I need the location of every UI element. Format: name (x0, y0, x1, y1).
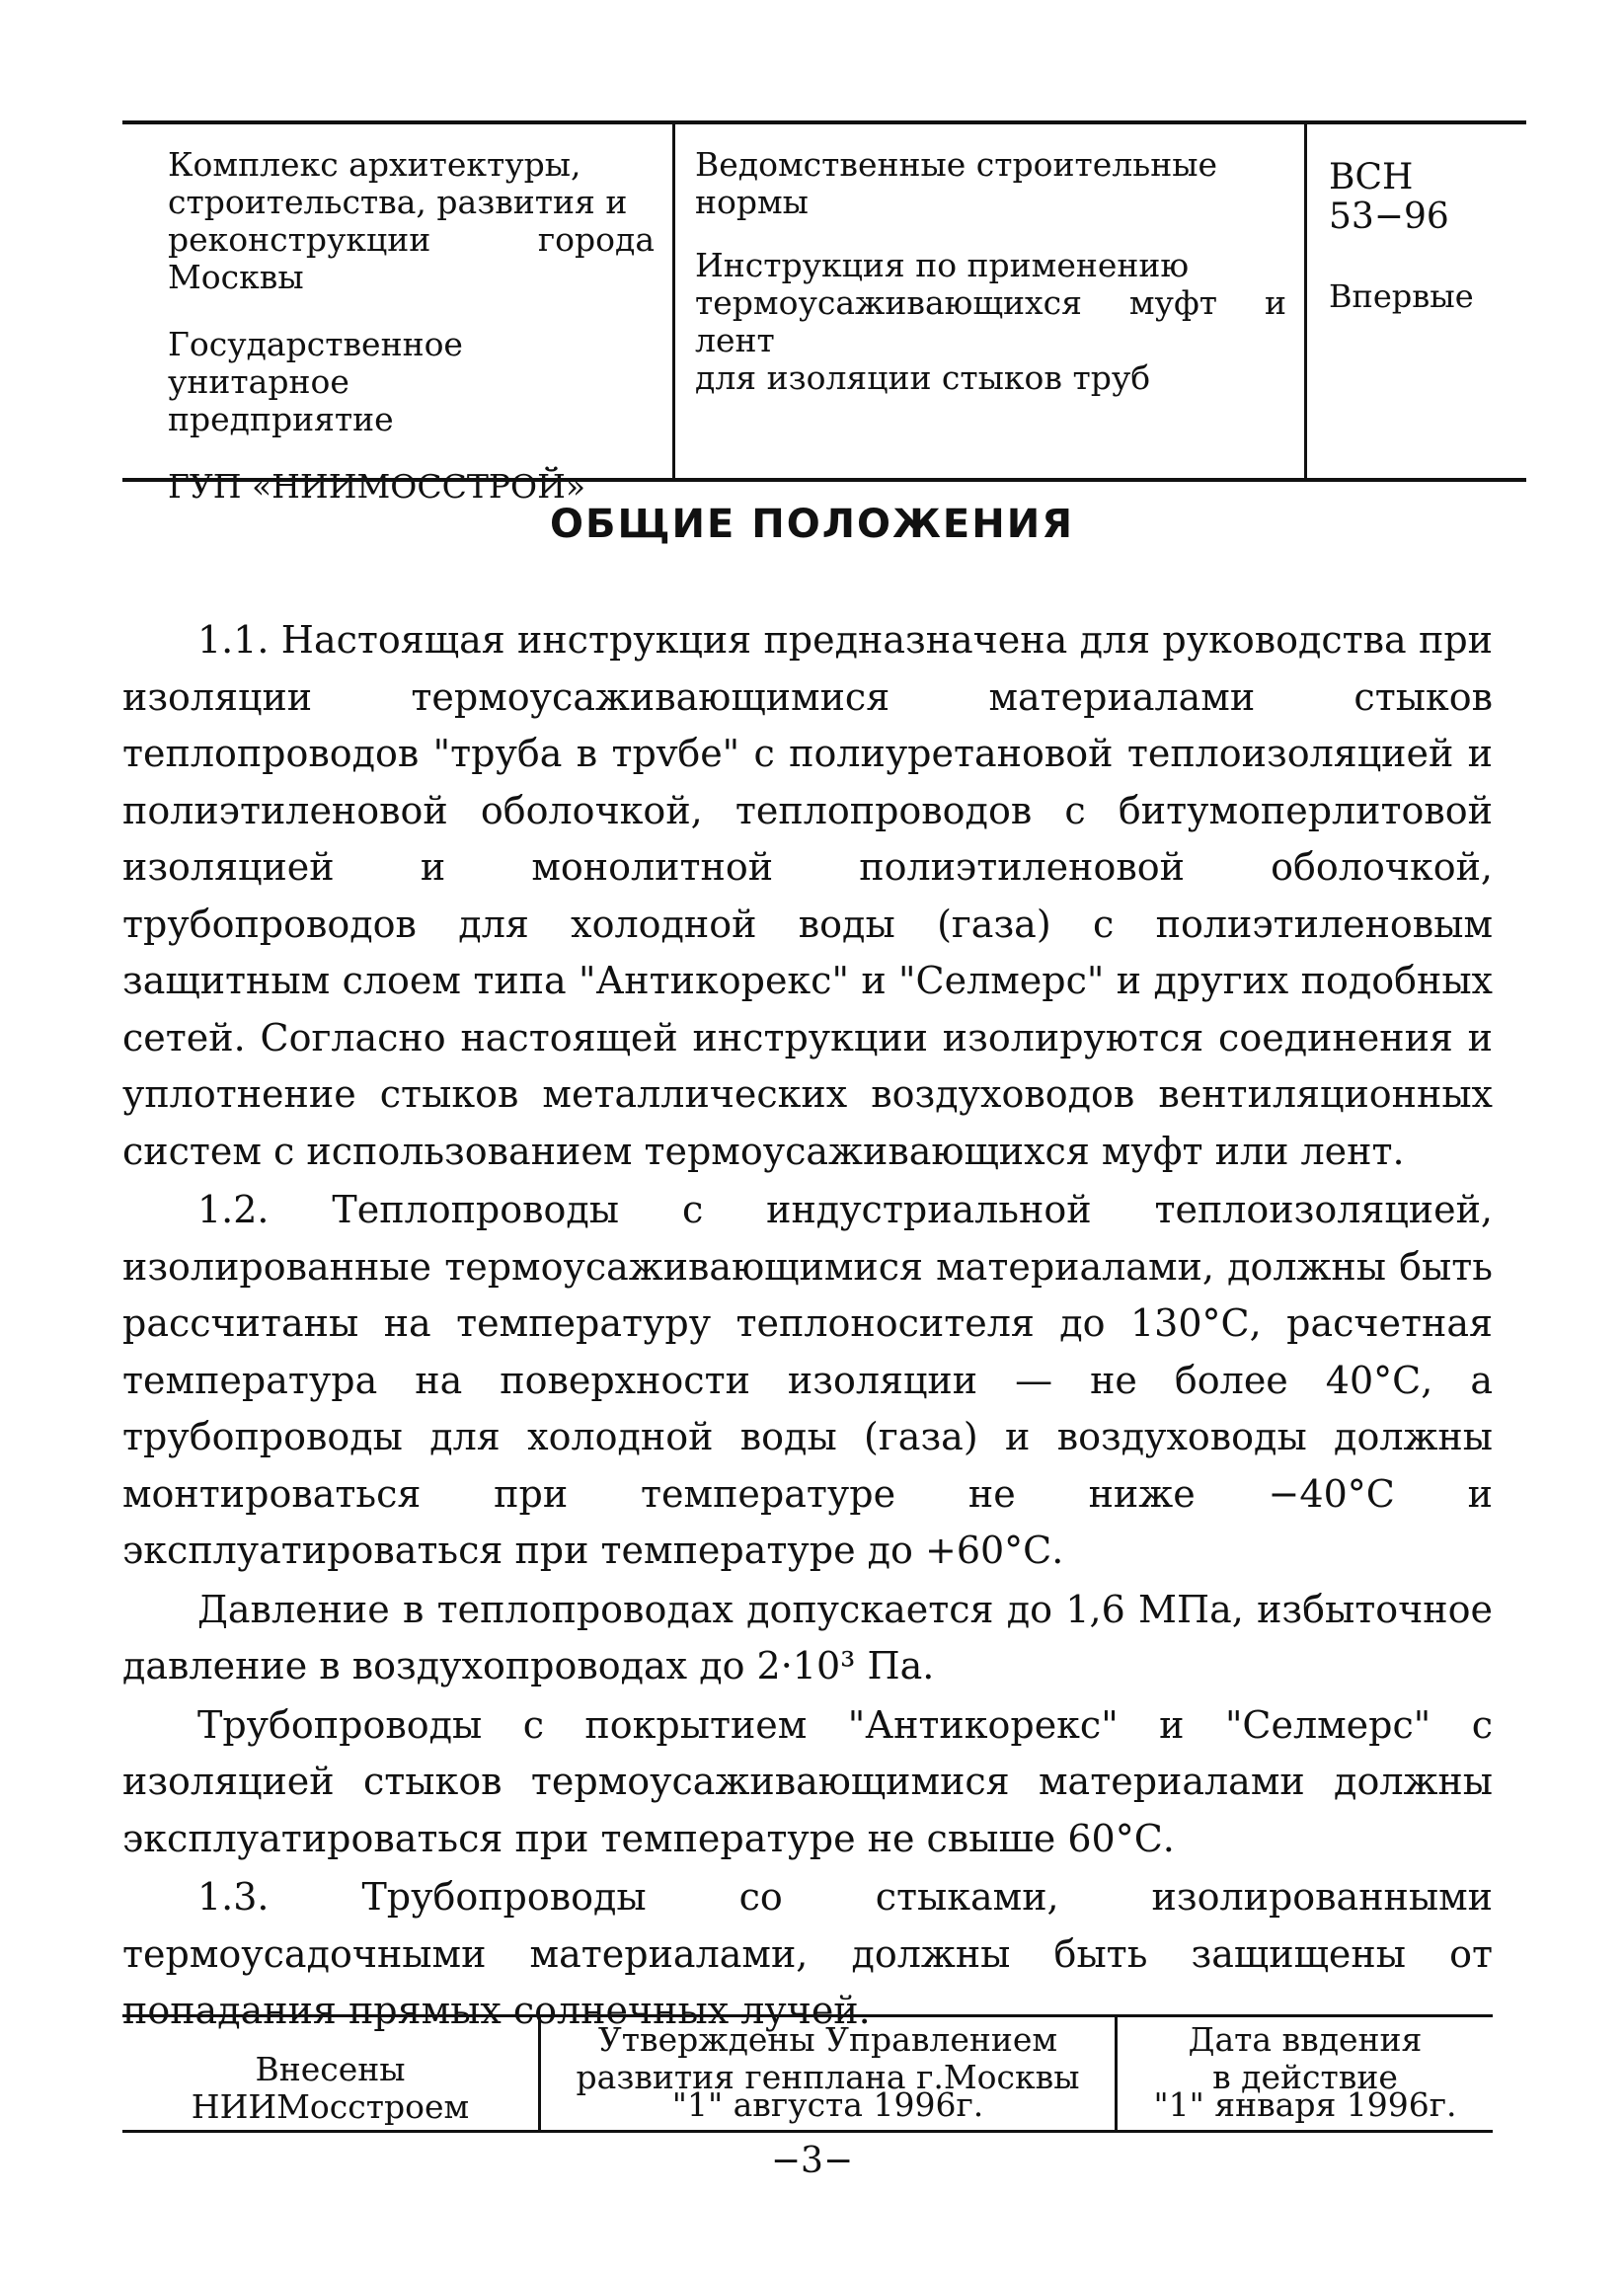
submitted-by: Внесены НИИМосстроем (191, 2050, 470, 2126)
header-table (122, 120, 1526, 506)
norm-type: Ведомственные строительные нормы (695, 145, 1217, 221)
edition-status: Впервые (1329, 277, 1474, 315)
footer-approved-cell (541, 2017, 1118, 2130)
document-code: ВСН 53−96 (1329, 157, 1449, 237)
org-name: Комплекс архитектуры, строительства, развития и реконструкции города Москвы (168, 145, 655, 296)
document-title: Инструкция по применению термоусаживающихся муфт и лент для изоляции стыков труб (695, 246, 1286, 397)
paragraph-pressure: Давление в теплопроводах допускается до 1,6 МПа, избыточное давление в воздухопроводах до 2·10³ Па. (122, 1587, 1493, 1687)
approved-date: "1" августа 1996г. (671, 2085, 984, 2124)
section-title: ОБЩИЕ ПОЛОЖЕНИЯ (550, 502, 1074, 547)
footer-table (122, 2014, 1493, 2133)
document-body (122, 612, 1493, 2042)
header-right-cell (1307, 124, 1526, 478)
paragraph-1-1: 1.1. Настоящая инструкция предназначена для руководства при изоляции термоусаживающимися материалами стыков теплопроводов "труба в трvбе" с полиуретановой теплоизоляцией и полиэтиленовой оболочкой, теплопроводов с битумоперлитовой изоляцией и монолитной полиэтиленовой оболочкой, трубопроводов для холодной воды (газа) с полиэтиленовым защитным слоем типа "Антикорекс" и "Селмерс" и других подобных сетей. Согласно настоящей инструкции изолируются соединения и уплотнение стыков металлических воздуховодов вентиляционных систем с использованием термоусаживающихся муфт или лент. (122, 618, 1493, 1173)
effective-date: "1" января 1996г. (1153, 2085, 1457, 2124)
page-number: −3− (770, 2141, 854, 2181)
paragraph-1-2: 1.2. Теплопроводы с индустриальной теплоизоляцией, изолированные термоусаживающимися материалами, должны быть рассчитаны на температуру теплоносителя до 130°С, расчетная температура на поверхности изоляции — не более 40°С, а трубопроводы для холодной воды (газа) и воздуховоды должны монтироваться при температуре не ниже −40°С и эксплуатироваться при температуре до +60°С. (122, 1188, 1493, 1572)
effective-label: Дата ввдения в действие (1188, 2020, 1423, 2096)
footer-effective-cell (1118, 2017, 1493, 2130)
paragraph-coating: Трубопроводы с покрытием "Антикорекс" и "Селмерс" с изоляцией стыков термоусаживающимися материалами должны эксплуатироваться при температуре не свыше 60°С. (122, 1702, 1493, 1860)
header-left-cell (122, 124, 675, 506)
paragraph-1-3: 1.3. Трубопроводы со стыками, изолированными термоусадочными материалами, должны быть защищены от попадания прямых солнечных лучей. (122, 1875, 1493, 2032)
header-middle-cell (675, 124, 1307, 478)
enterprise-abbr: ГУП «НИИМОССТРОЙ» (168, 467, 586, 506)
footer-submitted-cell (122, 2017, 541, 2130)
enterprise-name: Государственное унитарное предприятие (168, 325, 463, 438)
approved-by: Утверждены Управлением развития генплана г.Москвы (576, 2020, 1080, 2096)
